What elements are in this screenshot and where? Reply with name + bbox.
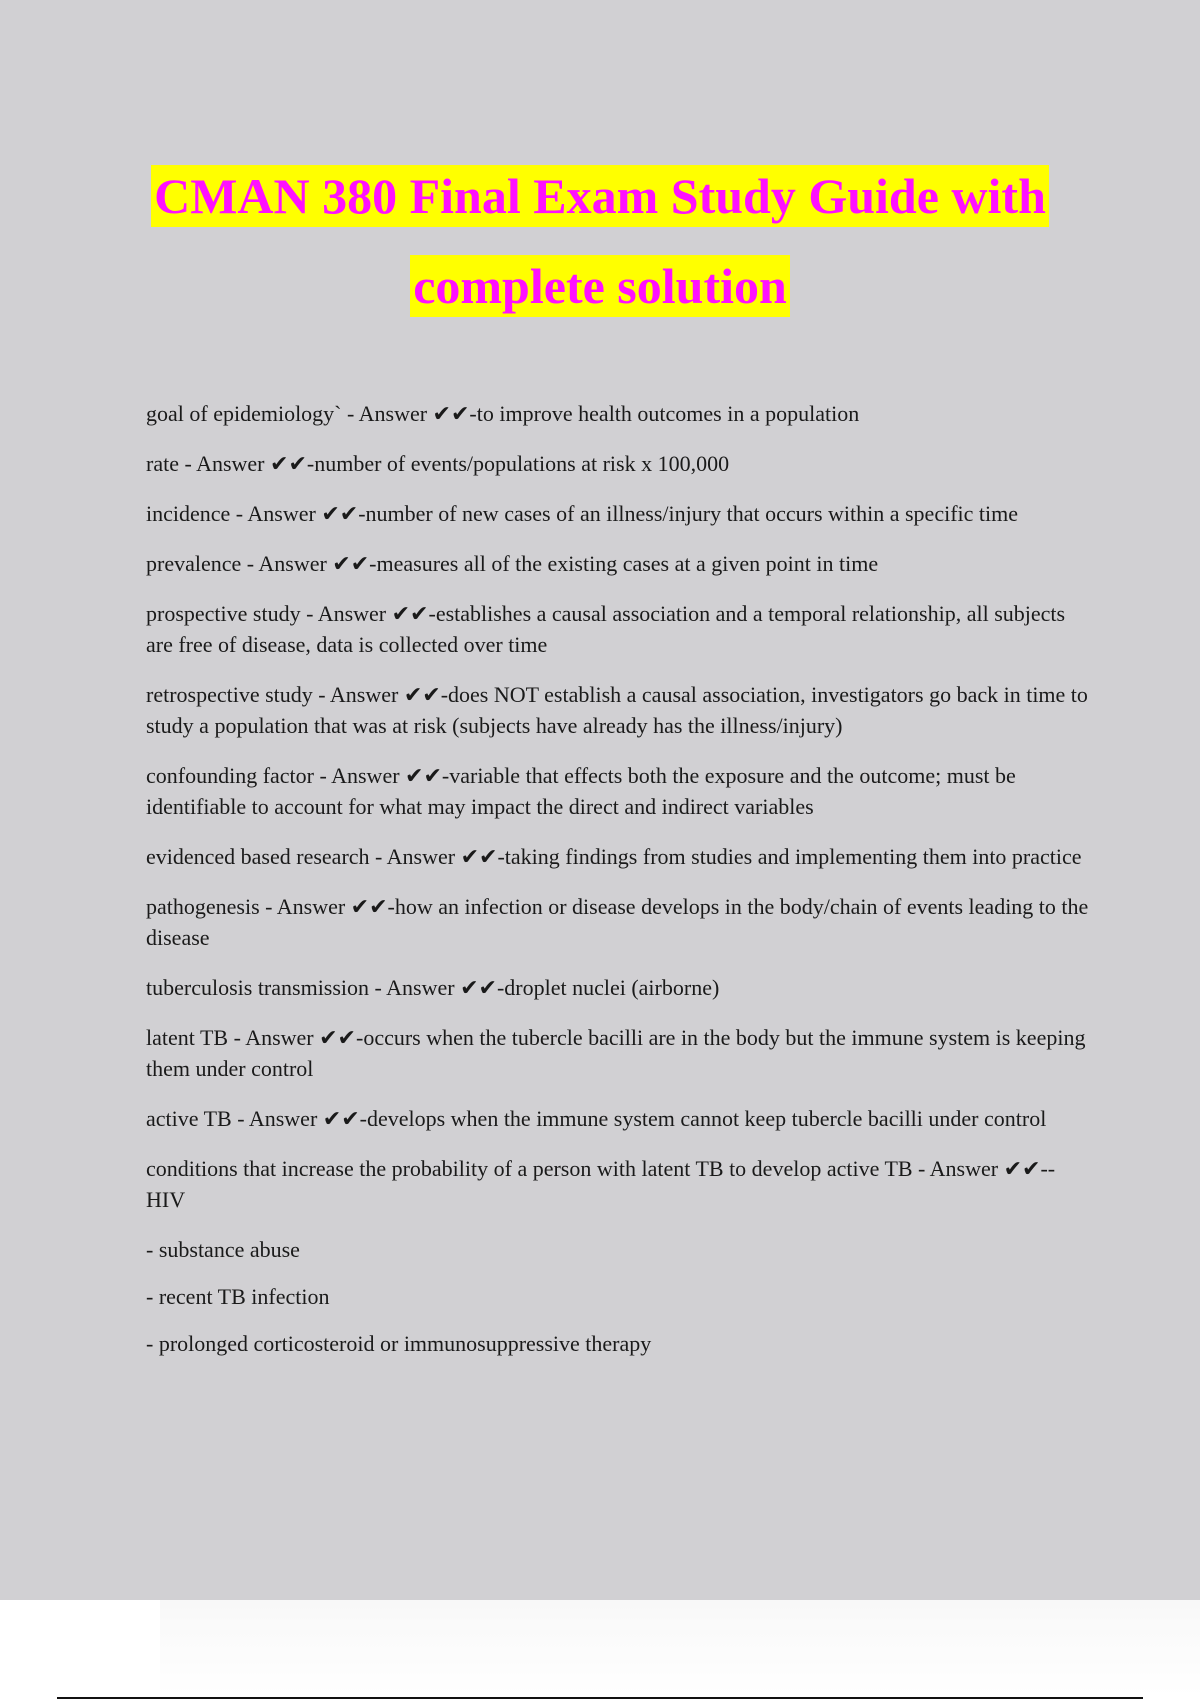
flashcard-list [146, 398, 1096, 1375]
document-title [0, 165, 1200, 317]
list-item-substance-abuse: - substance abuse [146, 1237, 300, 1262]
entry-prevalence: prevalence - Answer ✔✔-measures all of the existing cases at a given point in time [146, 551, 879, 576]
entry-latent-tb: latent TB - Answer ✔✔-occurs when the tubercle bacilli are in the body but the immune system is keeping them under control [146, 1025, 1086, 1081]
entry-retrospective-study: retrospective study - Answer ✔✔-does NOT establish a causal association, investigators go back in time to study a population that was at risk (subjects have already has the illness/injury) [146, 682, 1088, 738]
entry-pathogenesis: pathogenesis - Answer ✔✔-how an infection or disease develops in the body/chain of events leading to the disease [146, 894, 1089, 950]
next-page-preview [160, 1600, 1200, 1696]
entry-active-tb: active TB - Answer ✔✔-develops when the immune system cannot keep tubercle bacilli under control [146, 1106, 1047, 1131]
title-line-2: complete solution [410, 255, 790, 317]
title-line-1: CMAN 380 Final Exam Study Guide with [151, 165, 1049, 227]
entry-active-tb-conditions: conditions that increase the probability of a person with latent TB to develop active TB - Answer ✔✔-- HIV [146, 1156, 1056, 1212]
entry-incidence: incidence - Answer ✔✔-number of new cases of an illness/injury that occurs within a specific time [146, 501, 1018, 526]
entry-rate: rate - Answer ✔✔-number of events/populations at risk x 100,000 [146, 451, 730, 476]
entry-confounding-factor: confounding factor - Answer ✔✔-variable that effects both the exposure and the outcome; must be identifiable to account for what may impact the direct and indirect variables [146, 763, 1016, 819]
list-item-recent-tb-infection: - recent TB infection [146, 1284, 330, 1309]
entry-goal-of-epidemiology: goal of epidemiology` - Answer ✔✔-to improve health outcomes in a population [146, 401, 860, 426]
list-item-corticosteroid-therapy: - prolonged corticosteroid or immunosuppressive therapy [146, 1331, 652, 1356]
entry-tuberculosis-transmission: tuberculosis transmission - Answer ✔✔-droplet nuclei (airborne) [146, 975, 720, 1000]
entry-evidenced-based-research: evidenced based research - Answer ✔✔-taking findings from studies and implementing them into practice [146, 844, 1082, 869]
entry-prospective-study: prospective study - Answer ✔✔-establishes a causal association and a temporal relationship, all subjects are free of disease, data is collected over time [146, 601, 1066, 657]
page-divider [57, 1697, 1143, 1699]
